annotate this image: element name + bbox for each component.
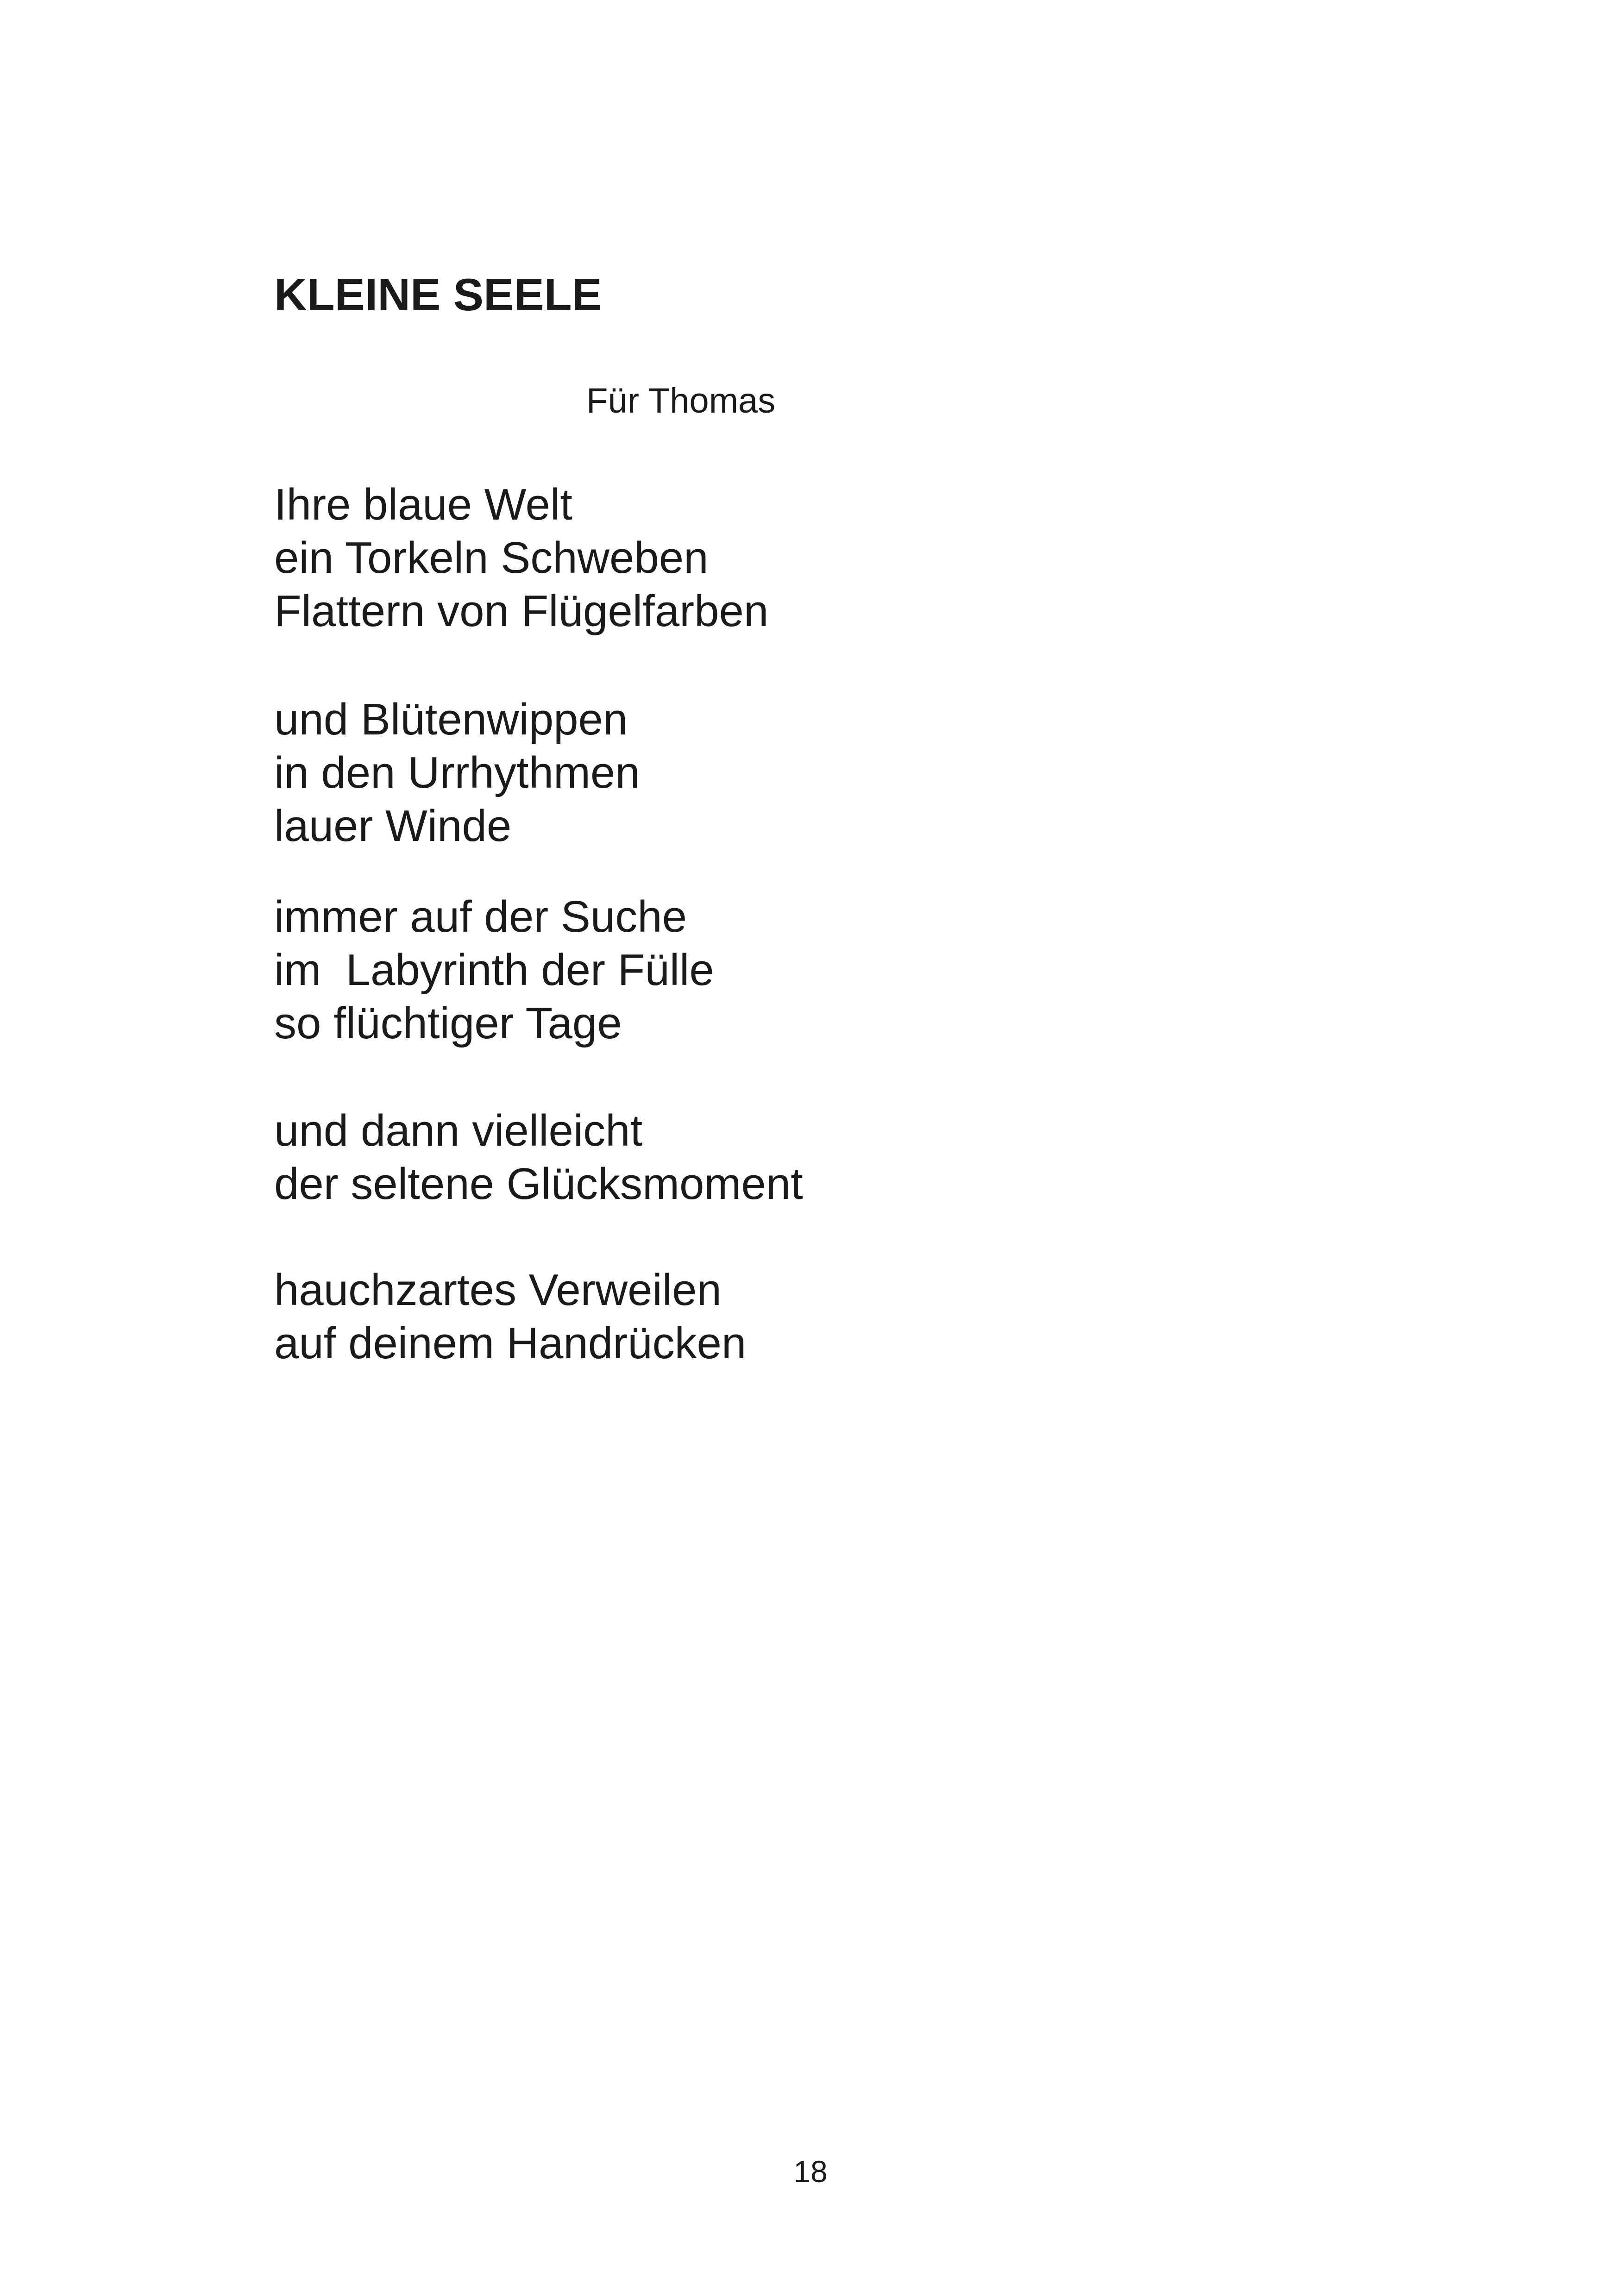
poem-line: Ihre blaue Welt (274, 480, 572, 529)
poem-line: der seltene Glücksmoment (274, 1159, 803, 1209)
stanza-3 (274, 890, 714, 1050)
poem-line: hauchzartes Verweilen (274, 1265, 722, 1315)
poem-line: und dann vielleicht (274, 1106, 643, 1155)
stanza-1 (274, 478, 768, 638)
poem-line: lauer Winde (274, 801, 512, 851)
poem-line: in den Urrhythmen (274, 748, 640, 797)
page-number: 18 (793, 2154, 828, 2189)
poem-title: KLEINE SEELE (274, 269, 602, 320)
poem-line: auf deinem Handrücken (274, 1318, 747, 1368)
poem-dedication: Für Thomas (586, 381, 776, 420)
poem-line: im Labyrinth der Fülle (274, 945, 714, 995)
poem-line: ein Torkeln Schweben (274, 533, 709, 583)
stanza-5 (274, 1263, 746, 1370)
poem-line: immer auf der Suche (274, 892, 687, 941)
poem-line: Flattern von Flügelfarben (274, 586, 769, 636)
poem-line: so flüchtiger Tage (274, 998, 622, 1048)
poem-line: und Blütenwippen (274, 695, 628, 744)
stanza-2 (274, 693, 640, 853)
stanza-4 (274, 1104, 803, 1211)
